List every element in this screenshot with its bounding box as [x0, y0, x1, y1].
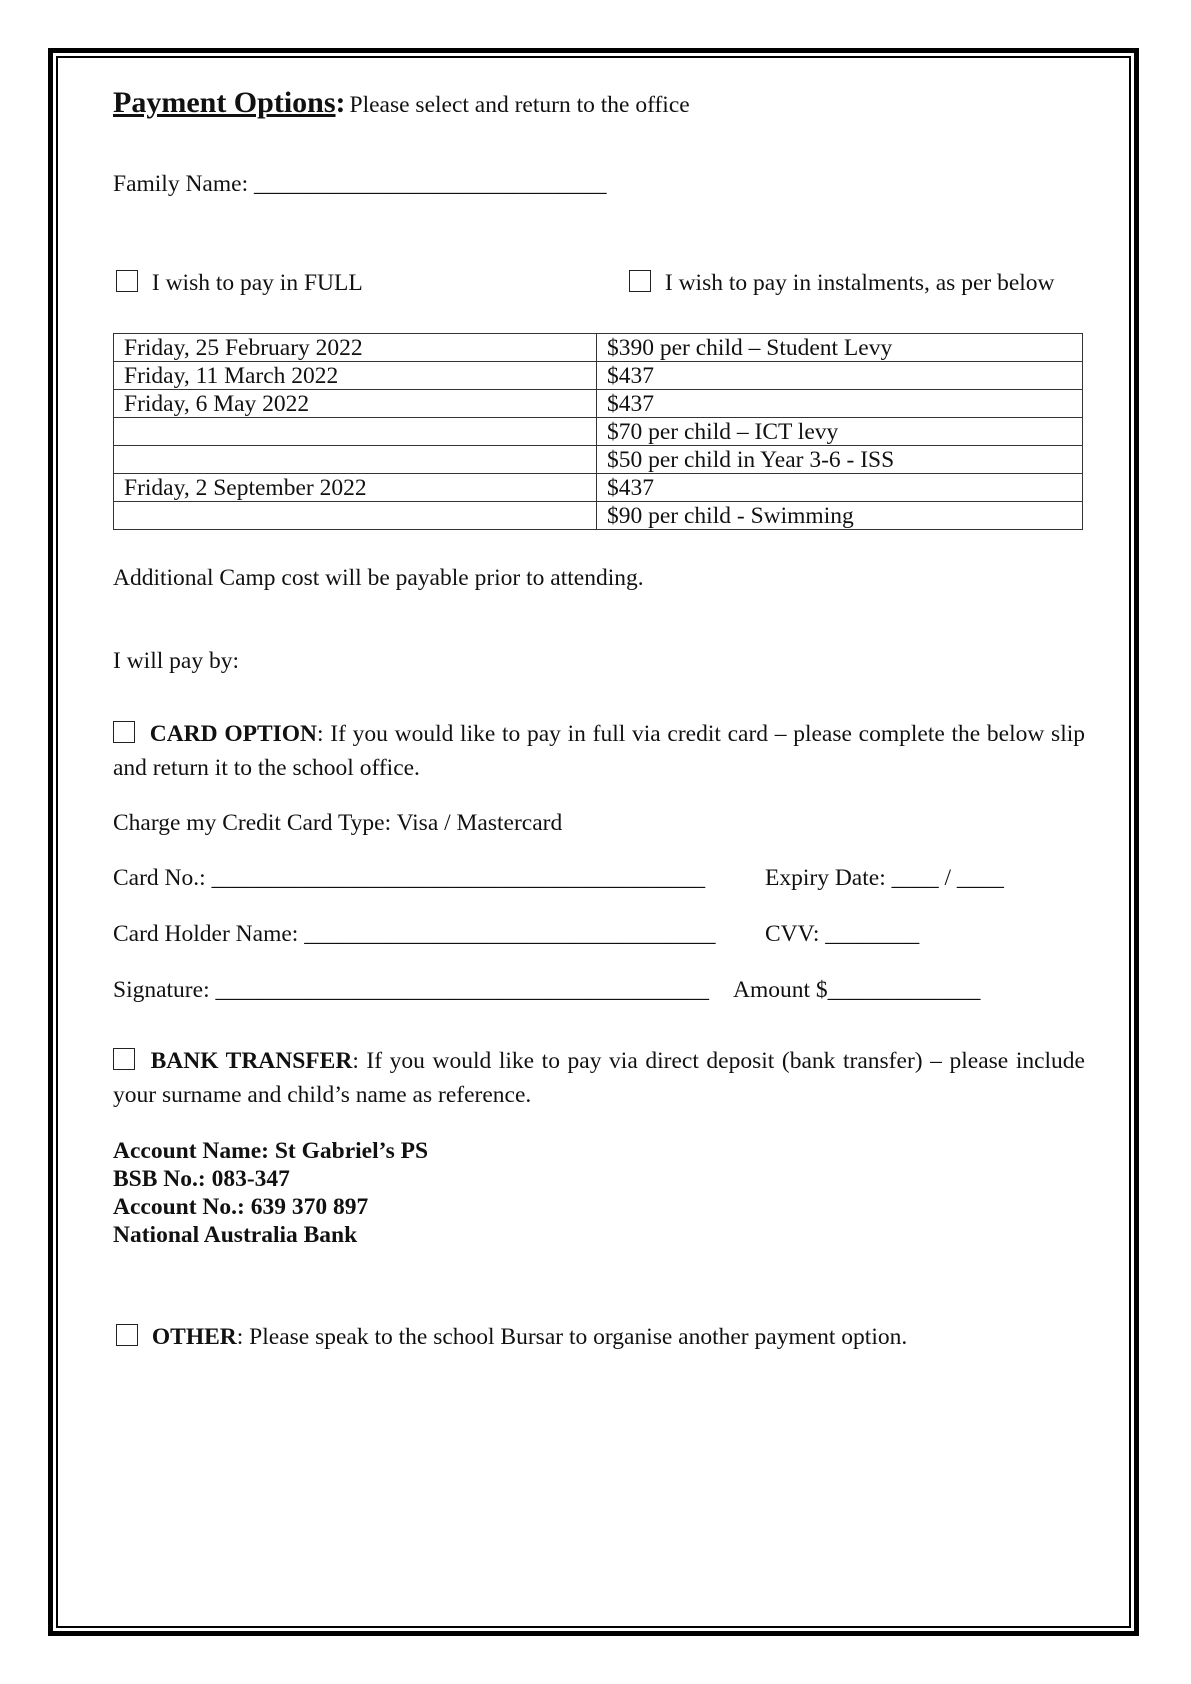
table-row — [114, 446, 1083, 474]
card-option-title: CARD OPTION — [149, 721, 318, 747]
table-row — [114, 474, 1083, 502]
pay-full-label: I wish to pay in FULL — [151, 270, 363, 296]
card-option-paragraph — [113, 717, 1085, 785]
page-title — [113, 86, 690, 120]
table-row — [114, 390, 1083, 418]
card-number-label: Card No.: — [113, 865, 212, 891]
cvv-row — [765, 921, 919, 948]
bank-transfer-checkbox[interactable] — [113, 1048, 135, 1070]
amount-row — [733, 977, 980, 1004]
signature-field[interactable]: __________________________________________ — [215, 977, 709, 1003]
expiry-label: Expiry Date: — [765, 865, 892, 891]
amount-cell: $437 — [597, 474, 1083, 502]
pay-full-checkbox[interactable] — [116, 270, 138, 292]
card-number-field[interactable]: __________________________________________ — [211, 865, 706, 891]
amount-cell: $437 — [597, 390, 1083, 418]
date-cell — [114, 502, 597, 530]
table-row — [114, 334, 1083, 362]
amount-cell: $50 per child in Year 3-6 - ISS — [597, 446, 1083, 474]
card-option-text: : If you would like to pay in full via credit card – please complete the below slip and return it to the school office. — [113, 721, 1086, 781]
table-row — [114, 418, 1083, 446]
pay-instalments-label: I wish to pay in instalments, as per below — [664, 270, 1055, 296]
cvv-label: CVV: — [765, 921, 826, 947]
title-text: Payment Options — [113, 86, 336, 119]
pay-by-label: I will pay by: — [113, 648, 239, 674]
title-subtitle: Please select and return to the office — [349, 92, 690, 118]
signature-row — [113, 977, 709, 1004]
bank-transfer-paragraph — [113, 1044, 1085, 1112]
bank-transfer-title: BANK TRANSFER — [150, 1048, 353, 1074]
camp-note: Additional Camp cost will be payable prior to attending. — [113, 565, 644, 591]
table-row — [114, 502, 1083, 530]
other-title: OTHER — [151, 1324, 237, 1350]
date-cell: Friday, 6 May 2022 — [114, 390, 597, 418]
date-cell: Friday, 25 February 2022 — [114, 334, 597, 362]
card-type-line: Charge my Credit Card Type: Visa / Mastercard — [113, 810, 563, 836]
amount-cell: $70 per child – ICT levy — [597, 418, 1083, 446]
cvv-field[interactable]: ________ — [825, 921, 920, 947]
card-option-checkbox[interactable] — [113, 721, 135, 743]
card-number-row — [113, 865, 705, 892]
family-name-row — [113, 171, 606, 198]
holder-row — [113, 921, 715, 948]
holder-label: Card Holder Name: — [113, 921, 305, 947]
bsb-number: BSB No.: 083-347 — [113, 1166, 290, 1192]
signature-label: Signature: — [113, 977, 216, 1003]
date-cell — [114, 446, 597, 474]
date-cell: Friday, 2 September 2022 — [114, 474, 597, 502]
account-number: Account No.: 639 370 897 — [113, 1194, 369, 1220]
expiry-row — [765, 865, 1004, 892]
other-text: : Please speak to the school Bursar to organise another payment option. — [236, 1324, 908, 1350]
amount-field[interactable]: _____________ — [827, 977, 981, 1003]
holder-field[interactable]: ___________________________________ — [304, 921, 716, 947]
table-row — [114, 362, 1083, 390]
other-option — [116, 1324, 907, 1351]
title-colon: : — [335, 86, 346, 119]
expiry-field[interactable]: ____ / ____ — [891, 865, 1004, 891]
other-checkbox[interactable] — [116, 1324, 138, 1346]
family-name-field[interactable]: ______________________________ — [253, 171, 607, 197]
amount-cell: $437 — [597, 362, 1083, 390]
pay-instalments-checkbox[interactable] — [629, 270, 651, 292]
pay-full-option[interactable] — [116, 270, 363, 297]
amount-label: Amount $ — [733, 977, 828, 1003]
date-cell: Friday, 11 March 2022 — [114, 362, 597, 390]
bank-name: National Australia Bank — [113, 1222, 358, 1248]
family-name-label: Family Name: — [113, 171, 254, 197]
amount-cell: $390 per child – Student Levy — [597, 334, 1083, 362]
instalment-schedule-table — [113, 333, 1083, 530]
bank-details — [113, 1137, 428, 1249]
account-name: Account Name: St Gabriel’s PS — [113, 1138, 429, 1164]
bank-transfer-text: : If you would like to pay via direct deposit (bank transfer) – please include your surname and child’s name as reference. — [113, 1048, 1085, 1108]
amount-cell: $90 per child - Swimming — [597, 502, 1083, 530]
pay-instalments-option[interactable] — [629, 270, 1055, 297]
date-cell — [114, 418, 597, 446]
